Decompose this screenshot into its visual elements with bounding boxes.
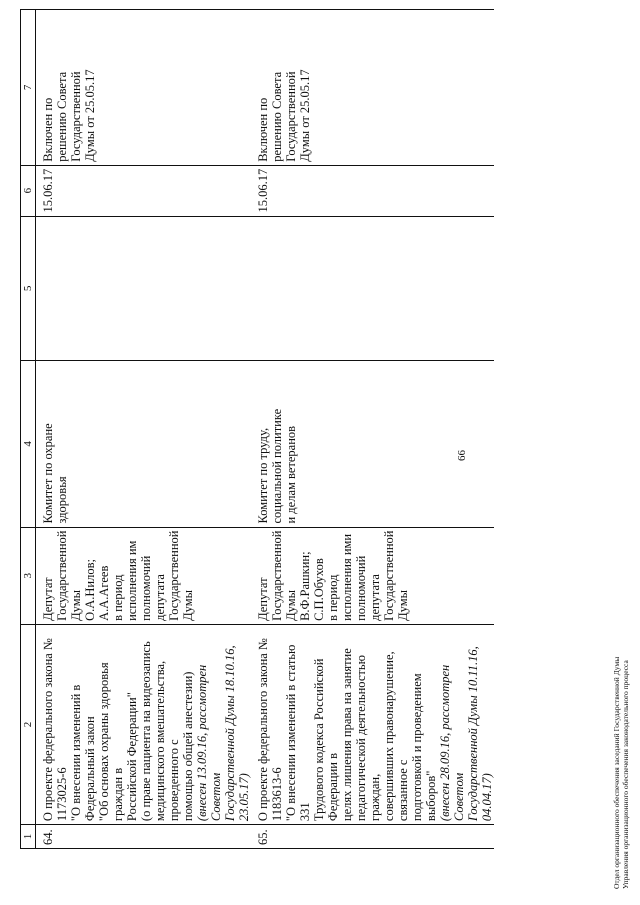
committee bbox=[251, 361, 494, 527]
page-number: 66 bbox=[456, 450, 468, 461]
initiator-line: В.Ф.Рашкин; bbox=[298, 551, 312, 621]
column-header: 7 bbox=[21, 10, 36, 166]
decision bbox=[36, 10, 252, 166]
initiator-line: Думы bbox=[181, 590, 195, 621]
initiator-line: Государственной bbox=[55, 530, 69, 621]
bill-text-line: "Об основах охраны здоровья граждан в bbox=[97, 662, 125, 822]
bill-note-line: (внесен 13.09.16, рассмотрен Советом bbox=[195, 664, 223, 822]
decision-line: решению Совета bbox=[55, 71, 69, 162]
initiator-line: А.А.Агеев bbox=[97, 565, 111, 621]
initiator-line: депутата bbox=[368, 574, 382, 621]
column-header: 1 bbox=[21, 825, 36, 849]
bill-note-line: Государственной Думы 10.11.16, 04.04.17) bbox=[466, 646, 494, 822]
column-5-cell bbox=[251, 216, 494, 361]
column-header: 2 bbox=[21, 624, 36, 824]
bill-note-line: Государственной Думы 18.10.16, 23.05.17) bbox=[223, 645, 251, 822]
initiator-line: Государственной bbox=[382, 530, 396, 621]
committee-line: Комитет по труду, bbox=[256, 427, 270, 524]
initiator-line: Депутат bbox=[41, 577, 55, 621]
bill-text-line: "О внесении изменений в статью 331 bbox=[284, 644, 312, 822]
initiator-line: Государственной bbox=[270, 530, 284, 621]
bill-text-line: Российской Федерации" bbox=[125, 692, 139, 822]
bill-text-line: совершивших правонарушение, связанное с bbox=[382, 651, 410, 822]
bill-text-line: педагогической деятельностью граждан, bbox=[354, 655, 382, 822]
initiator-line: депутата bbox=[153, 574, 167, 621]
committee-line: и делам ветеранов bbox=[284, 425, 298, 524]
initiator bbox=[251, 527, 494, 624]
decision-line: Включен по bbox=[41, 97, 55, 162]
initiator-line: Думы bbox=[284, 590, 298, 621]
initiator-line: Думы bbox=[69, 590, 83, 621]
row-number: 64. bbox=[36, 825, 252, 849]
initiator-line: Думы bbox=[396, 590, 410, 621]
bills-table bbox=[20, 9, 494, 849]
decision-line: Государственной bbox=[69, 71, 83, 162]
initiator-line: О.А.Нилов; bbox=[83, 559, 97, 621]
column-header: 3 bbox=[21, 527, 36, 624]
committee-line: здоровья bbox=[55, 476, 69, 524]
initiator-line: исполнения им bbox=[125, 540, 139, 621]
table-row bbox=[251, 10, 494, 849]
footer-department bbox=[612, 657, 630, 889]
committee-line: социальной политике bbox=[270, 408, 284, 524]
initiator-line: С.П.Обухов bbox=[312, 558, 326, 621]
footer-line: Управления организационного обеспечения законодательного процесса bbox=[621, 660, 630, 889]
bill-text-line: О проекте федерального закона № 1183613-6 bbox=[256, 638, 284, 822]
initiator-line: Депутат bbox=[256, 577, 270, 621]
decision-line: решению Совета bbox=[270, 71, 284, 162]
bill-text-line: "О внесении изменений в Федеральный закон bbox=[69, 684, 97, 822]
footer-line: Отдел организационного обеспечения заседаний Государственной Думы bbox=[612, 656, 621, 889]
date-cell: 15.06.17 bbox=[251, 165, 494, 216]
decision-line: Включен по bbox=[256, 97, 270, 162]
decision-line: Думы от 25.05.17 bbox=[298, 69, 312, 162]
bill-text-line: (о праве пациента на видеозапись bbox=[139, 641, 153, 822]
decision bbox=[251, 10, 494, 166]
bill-text-line: подготовкой и проведением выборов" bbox=[410, 673, 438, 822]
bill-text-line: О проекте федерального закона № 1173025-6 bbox=[41, 638, 69, 822]
initiator-line: полномочий bbox=[354, 555, 368, 621]
table-header-row bbox=[21, 10, 36, 849]
initiator-line: в период bbox=[111, 574, 125, 621]
column-header: 4 bbox=[21, 361, 36, 527]
initiator-line: исполнения ими bbox=[340, 533, 354, 621]
bill-description bbox=[251, 624, 494, 824]
table-row bbox=[36, 10, 252, 849]
committee-line: Комитет по охране bbox=[41, 423, 55, 524]
bill-text-line: целях лишения права на занятие bbox=[340, 648, 354, 822]
column-header: 5 bbox=[21, 216, 36, 361]
decision-line: Думы от 25.05.17 bbox=[83, 69, 97, 162]
initiator bbox=[36, 527, 252, 624]
column-header: 6 bbox=[21, 165, 36, 216]
initiator-line: Государственной bbox=[167, 530, 181, 621]
row-number: 65. bbox=[251, 825, 494, 849]
bill-text-line: помощью общей анестезии) bbox=[181, 671, 195, 822]
initiator-line: полномочий bbox=[139, 555, 153, 621]
bill-description bbox=[36, 624, 252, 824]
committee bbox=[36, 361, 252, 527]
date-cell: 15.06.17 bbox=[36, 165, 252, 216]
bill-text-line: Трудового кодекса Российской Федерации в bbox=[312, 658, 340, 822]
column-5-cell bbox=[36, 216, 252, 361]
initiator-line: в период bbox=[326, 574, 340, 621]
bill-text-line: медицинского вмешательства, проведенного с bbox=[153, 660, 181, 822]
bill-note-line: (внесен 28.09.16, рассмотрен Советом bbox=[438, 664, 466, 822]
decision-line: Государственной bbox=[284, 71, 298, 162]
